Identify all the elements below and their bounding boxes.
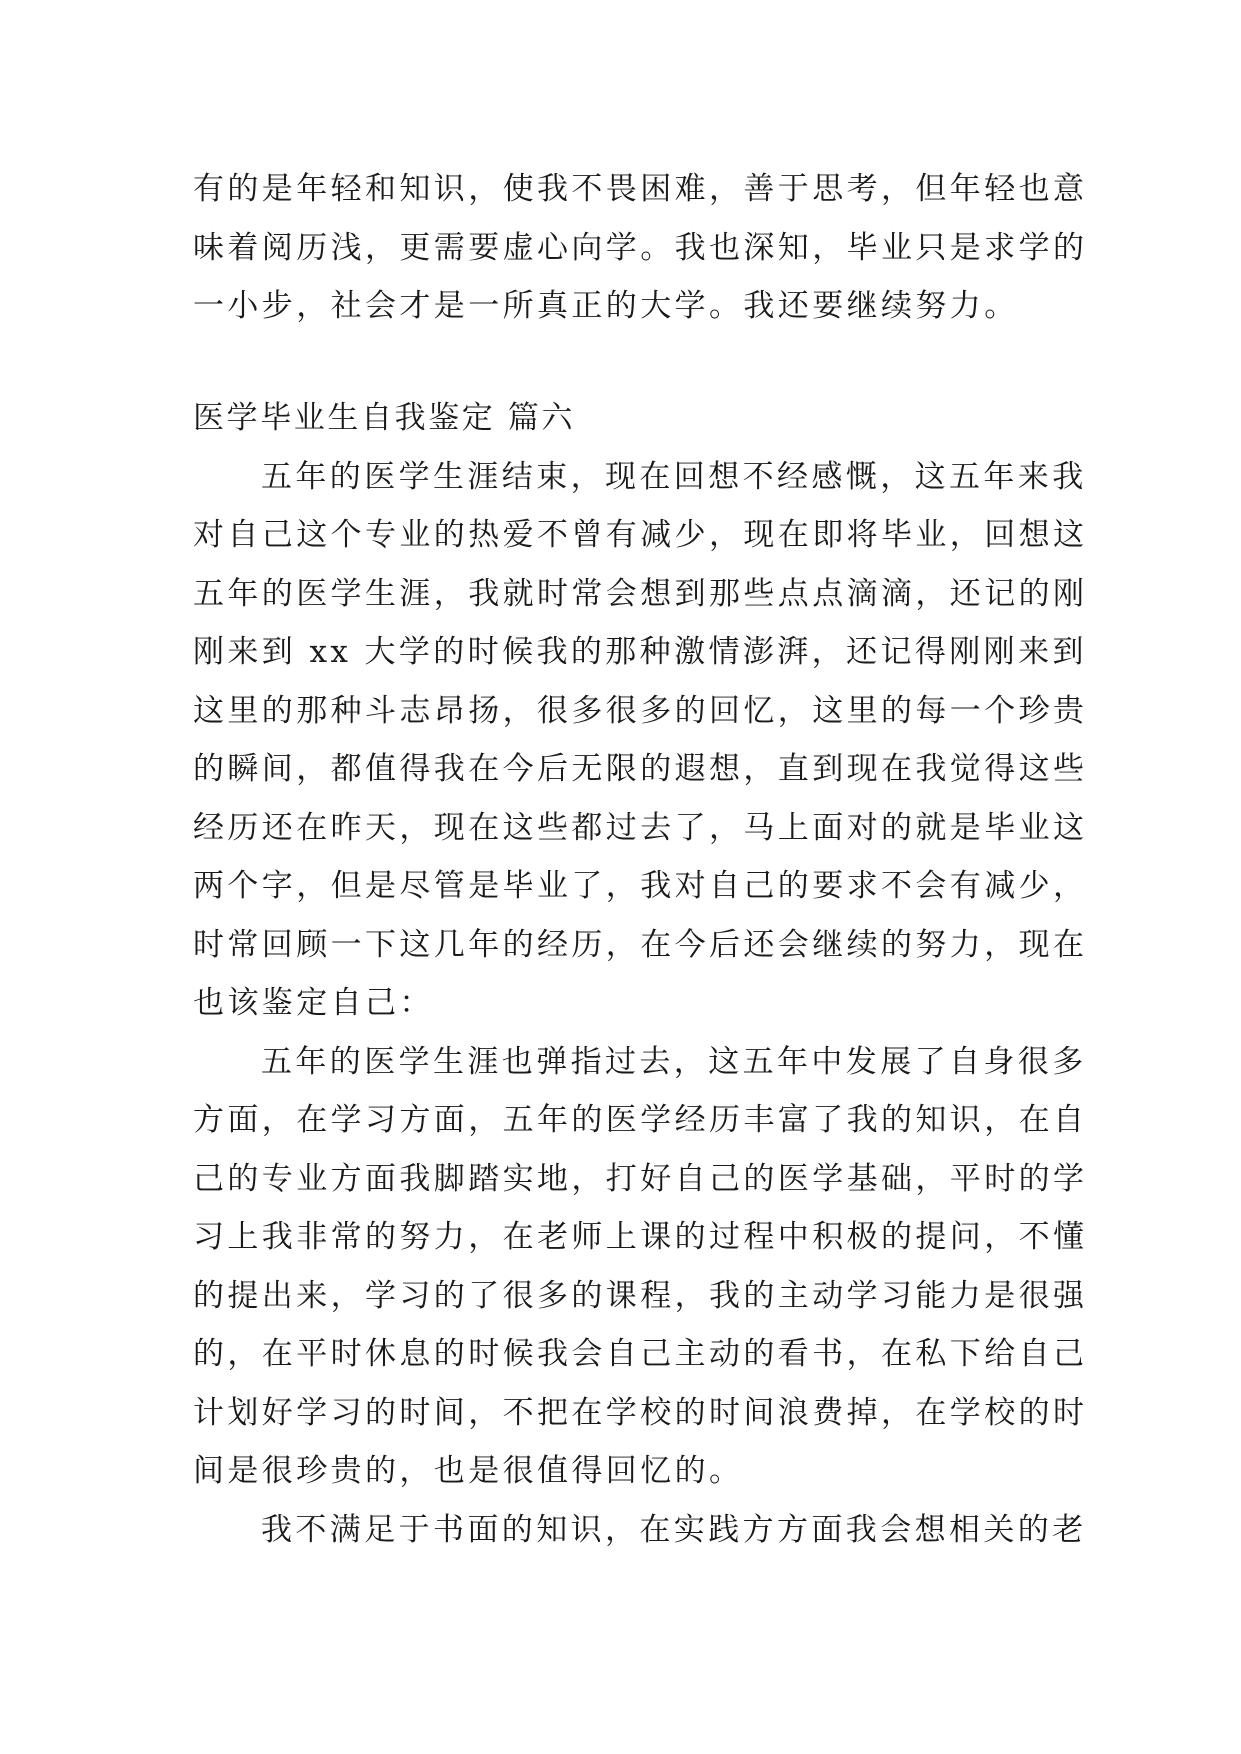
paragraph-1 [193,448,1088,1033]
section-heading: 医学毕业生自我鉴定 篇六 [193,399,576,436]
text-line: 两个字，但是尽管是毕业了，我对自己的要求不会有减少， [193,868,1088,904]
text-line: 的瞬间，都值得我在今后无限的遐想，直到现在我觉得这些 [193,751,1088,787]
text-line: 有的是年轻和知识，使我不畏困难，善于思考，但年轻也意 [193,171,1088,207]
text-line: 的，在平时休息的时候我会自己主动的看书，在私下给自己 [193,1336,1088,1372]
text-line: 五年的医学生涯结束，现在回想不经感慨，这五年来我 [261,458,1087,495]
text-line: 习上我非常的努力，在老师上课的过程中积极的提问，不懂 [193,1219,1088,1255]
text-line: 对自己这个专业的热爱不曾有减少，现在即将毕业，回想这 [193,517,1088,553]
intro-text [193,160,1088,336]
section-gap [193,336,1057,388]
text-line: 间是很珍贵的，也是很值得回忆的。 [193,1453,744,1489]
text-line: 的提出来，学习的了很多的课程，我的主动学习能力是很强 [193,1277,1088,1314]
text-line: 也该鉴定自己： [193,985,434,1021]
text-line: 方面，在学习方面，五年的医学经历丰富了我的知识，在自 [193,1102,1088,1138]
text-line: 一小步，社会才是一所真正的大学。我还要继续努力。 [193,288,1019,324]
text-line: 我不满足于书面的知识，在实践方方面我会想相关的老 [261,1511,1087,1548]
text-line: 五年的医学生涯也弹指过去，这五年中发展了自身很多 [261,1043,1087,1080]
document-body [193,160,1088,1559]
text-line: 味着阅历浅，更需要虚心向学。我也深知，毕业只是求学的 [193,229,1088,266]
text-line: 时常回顾一下这几年的经历，在今后还会继续的努力，现在 [193,926,1088,963]
text-line: 刚来到 xx 大学的时候我的那种激情澎湃，还记得刚刚来到 [193,634,1087,670]
text-line: 己的专业方面我脚踏实地，打好自己的医学基础，平时的学 [193,1160,1088,1197]
paragraph-2 [193,1033,1088,1501]
paragraph-3 [193,1501,1087,1560]
text-line: 这里的那种斗志昂扬，很多很多的回忆，这里的每一个珍贵 [193,692,1088,729]
text-line: 五年的医学生涯，我就时常会想到那些点点滴滴，还记的刚 [193,575,1088,612]
text-line: 计划好学习的时间，不把在学校的时间浪费掉，在学校的时 [193,1394,1088,1431]
text-line: 经历还在昨天，现在这些都过去了，马上面对的就是毕业这 [193,809,1088,846]
